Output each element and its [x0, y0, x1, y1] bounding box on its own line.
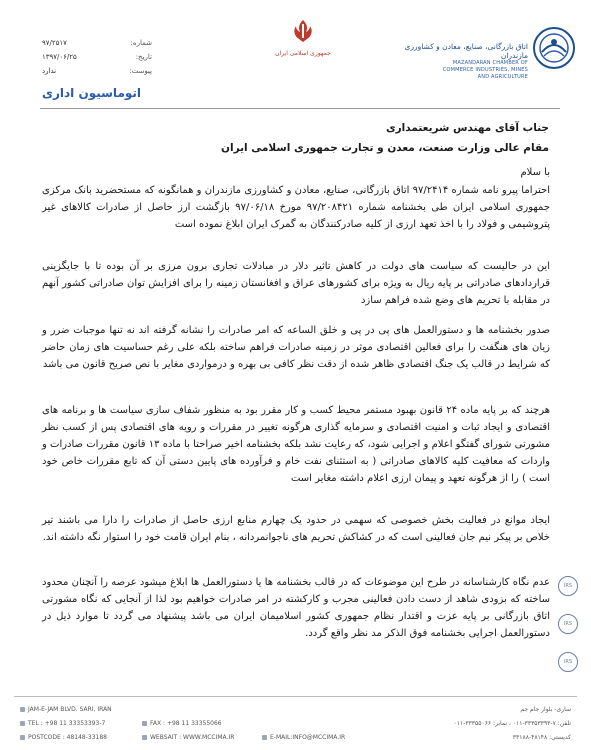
- emblem-caption: جمهوری اسلامی ایران: [275, 50, 331, 57]
- body-paragraph: احتراما پیرو نامه شماره ۹۷/۲۴۱۴ اتاق بازرگانی، صنایع، معادن و کشاورزی مازندران و همانگونه که مستحضرید بانک مرکزی جمهوری اسلامی ایران طی بخشنامه شماره ۹۷/۲۰۸۴۲۱ مورخ ۹۷/۰۶/۱۸ بازگشت ارز حاصل از صادرات کالاهای غیر پتروشیمی و فولاد را با اخذ تعهد ارزی از کلیه صادرکنندگان به گمرک ایران ابلاغ نموده است: [42, 185, 551, 230]
- number-row: [42, 36, 152, 50]
- chamber-name-fa: اتاق بازرگانی، صنایع، معادن و کشاورزی مازندران: [404, 42, 528, 60]
- attachment-row: [42, 64, 152, 78]
- chamber-logo-icon: [532, 26, 576, 70]
- reference-block: [42, 36, 152, 78]
- phone-icon: [20, 721, 25, 726]
- footer-phone-fa: تلفن: ۷-۳۳۳۵۳۳۹۳-۰۱۱ ، نمابر: ۳۳۳۵۵۰۶۶-۰۱۱: [453, 720, 571, 727]
- date-label: تاریخ:: [135, 53, 152, 61]
- chamber-name-en-line: COMMERCE INDUSTRIES, MINES: [442, 67, 528, 73]
- recipient-title: مقام عالی وزارت صنعت، معدن و تجارت جمهوری اسلامی ایران: [221, 142, 549, 154]
- number-label: شماره:: [130, 39, 152, 47]
- body-paragraph: این در حالیست که سیاست های دولت در کاهش تاثیر دلار در مبادلات تجاری برون مرزی بر آن بوده تا با جایگزینی قراردادهای صادراتی بر پایه ریال به ویژه برای کشورهای عراق و افغانستان زمینه را برای افزایش توان صادراتی کشور آنهم در مقابله با تحریم های وضع شده فراهم سازد: [42, 261, 550, 306]
- recipient-block: [221, 118, 549, 158]
- globe-icon: [142, 735, 147, 740]
- header-divider: [40, 108, 560, 109]
- certification-stamp: IRS: [558, 652, 578, 672]
- fax-icon: [142, 721, 147, 726]
- body-paragraph: هرچند که بر پایه ماده ۲۴ قانون بهبود مستمر محیط کسب و کار مقرر بود به منظور شفاف سازی سیاست ها و برنامه های اقتصادی و ایجاد ثبات و امنیت اقتصادی و سرمایه گذاری هرگونه تغییر در مقررات و رویه های اقتصادی پس از کسب نظر مشورتی شورای گفتگو اعلام و اجرایی شود، که رعایت نشد بلکه بخشنامه اخیر صراحتا با ماده ۱۳ قانون مقررات صادرات و واردات که معافیت کلیه کالاهای صادراتی ( به استثنای نفت خام و فرآورده های پایین دستی آن که تابع مقررات خاص خود است ) را از هرگونه تعهد و پیمان ارزی اعلام داشته مغایر است: [42, 405, 550, 484]
- attachment-value: ندارد: [42, 67, 57, 75]
- recipient-name: جناب آقای مهندس شریعتمداری: [385, 122, 549, 134]
- certification-stamp: IRS: [558, 576, 578, 596]
- footer-address-fa: ساری- بلوار جام جم: [520, 706, 571, 713]
- footer-email[interactable]: E-MAIL:INFO@MCCIMA.IR: [262, 734, 345, 741]
- chamber-name-en: [394, 60, 528, 81]
- chamber-name-en-line: AND AGRICULTURE: [477, 74, 528, 80]
- footer-website[interactable]: WEBSAIT : WWW.MCCIMA.IR: [142, 734, 234, 741]
- chamber-name-en-line: MAZANDARAN CHAMBER OF: [452, 60, 528, 66]
- date-row: [42, 50, 152, 64]
- iran-emblem-icon: [290, 18, 316, 44]
- mail-icon: [20, 735, 25, 740]
- footer-fax-en: FAX : +98 11 33355066: [142, 720, 222, 727]
- footer-tel-en: TEL : +98 11 33353393-7: [20, 720, 105, 727]
- location-icon: [20, 707, 25, 712]
- certification-stamp: IRS: [558, 614, 578, 634]
- email-icon: [262, 735, 267, 740]
- footer-address-en: JAM-E-JAM BLVD. SARI, IRAN: [20, 706, 112, 713]
- department-label: اتوماسیون اداری: [42, 86, 142, 100]
- footer-postcode-fa: کدپستی: ۴۸۱۴۸-۳۳۱۸۸: [512, 734, 571, 741]
- body-paragraph: صدور بخشنامه ها و دستورالعمل های پی در پی و خلق الساعه که امر صادرات را نشانه گرفته اند نه تنها موجبات ضرر و زیان های هنگفت را برای فعالین اقتصادی موثر در زمینه صادرات فراهم ساخته بلکه علی رغم حساسیت های زمان حاضر که شرایط در قالب یک جنگ اقتصادی ظاهر شده از دقت نظر کافی بی بهره و درمواردی مغایر با نص صریح قانون می باشد: [42, 325, 550, 370]
- footer-postcode-en: POSTCODE : 48148-33188: [20, 734, 107, 741]
- attachment-label: پیوست:: [129, 67, 152, 75]
- date-value: ۱۳۹۷/۰۶/۲۵: [42, 53, 77, 61]
- number-value: ۹۷/۲۵۱۷: [42, 39, 67, 47]
- body-paragraph: ایجاد موانع در فعالیت بخش خصوصی که سهمی در حدود یک چهارم منابع ارزی حاصل از صادرات را دارا می باشند تیر خلاص بر پیکر نیم جان فعالینی است که در کشاکش تحریم های ناجوانمردانه ، بنام ایران قامت خود را استوار نگه داشته اند.: [42, 515, 550, 543]
- footer-divider: [14, 696, 577, 697]
- greeting: با سلام: [520, 167, 550, 178]
- body-paragraph: عدم نگاه کارشناسانه در طرح این موضوعات که در قالب بخشنامه ها یا دستورالعمل ها ابلاغ میشود عرصه را آنچنان محدود ساخته که بزودی شاهد از دست دادن فعالینی مجرب و کارکشته در امر صادرات خواهیم بود لذا از آنجایی که نگاه مشورتی اتاق بازرگانی بر پایه عزت و اقتدار نظام جمهوری کشور اسلامیمان ایران می باشد پیشنهاد می گردد تا موارد ذیل در دستورالعمل اجرایی بخشنامه فوق الذکر مد نظر واقع گردد.: [42, 577, 550, 639]
